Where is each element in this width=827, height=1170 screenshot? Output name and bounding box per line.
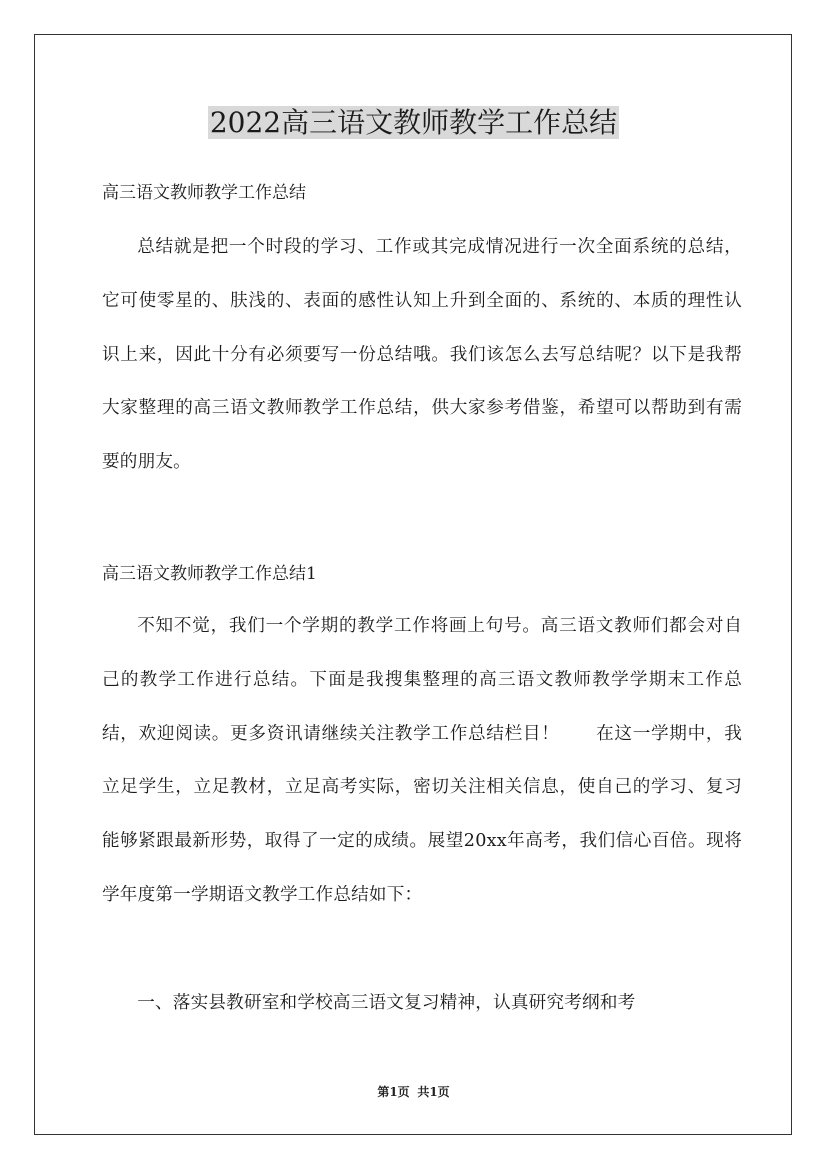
subheading-2: 高三语文教师教学工作总结1 <box>102 564 317 584</box>
body-paragraph-3: 一、落实县教研室和学校高三语文复习精神，认真研究考纲和考 <box>137 993 636 1013</box>
subheading-1: 高三语文教师教学工作总结 <box>102 183 306 203</box>
page-footer <box>0 1084 827 1100</box>
body-paragraph-2: 不知不觉，我们一个学期的教学工作将画上句号。高三语文教师们都会对自己的教学工作进行总结。下面是我搜集整理的高三语文教师教学学期末工作总结，欢迎阅读。更多资讯请继续关注教学工作总结栏目！ 在这一学期中，我立足学生，立足教材，立足高考实际，密切关注相关信息，使自己的学习、复习能够紧跟最新形势，取得了一定的成绩。展望20xx年高考，我们信心百倍。现将学年度第一学期语文教学工作总结如下： <box>102 616 742 905</box>
intro-paragraph: 总结就是把一个时段的学习、工作或其完成情况进行一次全面系统的总结，它可使零星的、肤浅的、表面的感性认知上升到全面的、系统的、本质的理性认识上来，因此十分有必须要写一份总结哦。我们该怎么去写总结呢？以下是我帮大家整理的高三语文教师教学工作总结，供大家参考借鉴，希望可以帮助到有需要的朋友。 <box>102 237 742 473</box>
document-title-text: 2022高三语文教师教学工作总结 <box>209 106 618 139</box>
page-total: 共1页 <box>417 1085 450 1099</box>
page-number: 第1页 <box>377 1085 410 1099</box>
document-title <box>0 103 827 143</box>
